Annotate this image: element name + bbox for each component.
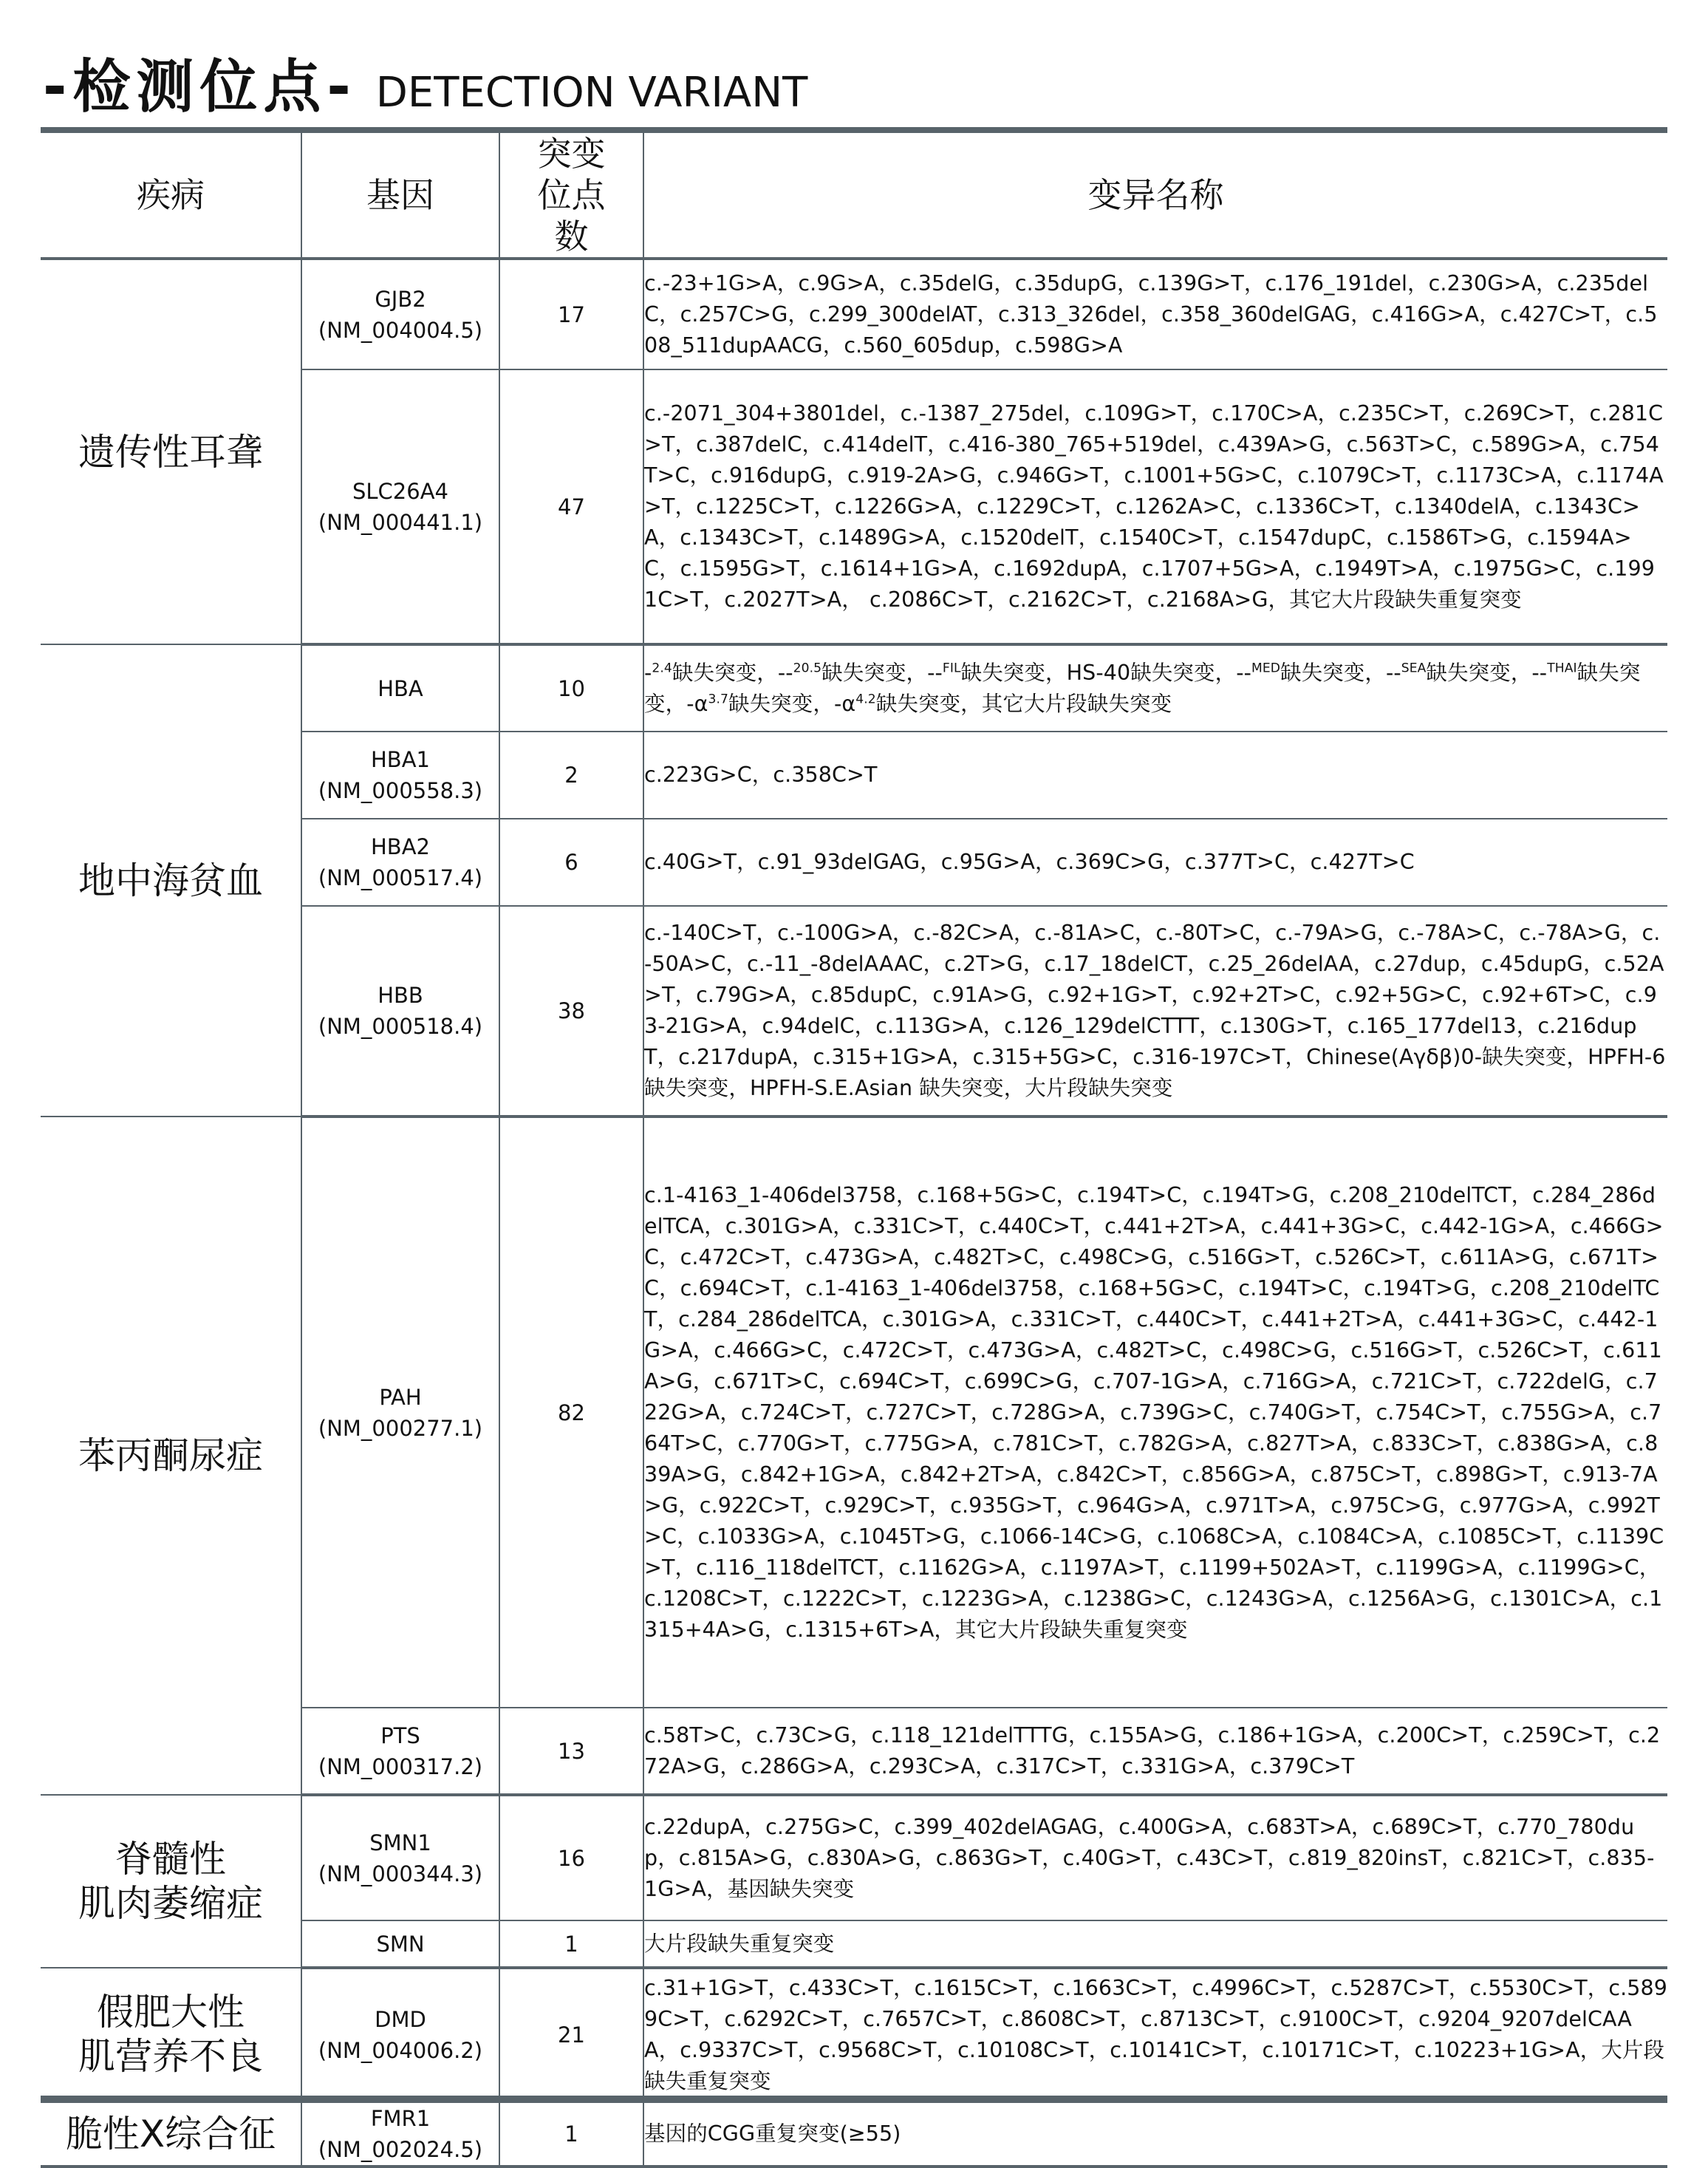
variant-count-cell: 1 bbox=[499, 1920, 643, 1968]
gene-cell bbox=[301, 1708, 499, 1795]
disease-cell bbox=[41, 2101, 301, 2167]
gene-symbol: PAH bbox=[379, 1384, 422, 1410]
page-header bbox=[43, 41, 807, 123]
variant-count-cell: 47 bbox=[499, 369, 643, 644]
variant-names-cell: 大片段缺失重复突变 bbox=[643, 1920, 1667, 1968]
gene-cell bbox=[301, 906, 499, 1117]
gene-symbol: HBA bbox=[378, 675, 423, 701]
gene-cell bbox=[301, 1968, 499, 2101]
disease-cell bbox=[41, 1795, 301, 1968]
title-english: DETECTION VARIANT bbox=[375, 69, 808, 117]
disease-cell bbox=[41, 259, 301, 644]
column-header-variant-count bbox=[499, 133, 643, 259]
variant-count-cell: 10 bbox=[499, 644, 643, 732]
disease-name-line: 肌肉萎缩症 bbox=[78, 1882, 263, 1925]
variant-count-cell: 6 bbox=[499, 819, 643, 906]
variant-names-cell: c.-2071_304+3801del，c.-1387_275del，c.109G>T，c.170C>A，c.235C>T，c.269C>T，c.281C>T，c.387delC，c.414delT，c.416-380_765+519del，c.439A>G，c.563T>C，c.589G>A，c.754T>C，c.916dupG，c.919-2A>G，c.946G>T，c.1001+5G>C，c.1079C>T，c.1173C>A，c.1174A>T，c.1225C>T，c.1226G>A，c.1229C>T，c.1262A>C，c.1336C>T，c.1340delA，c.1343C>A，c.1343C>T，c.1489G>A，c.1520delT，c.1540C>T，c.1547dupC，c.1586T>G，c.1594A>C，c.1595G>T，c.1614+1G>A，c.1692dupA，c.1707+5G>A，c.1949T>A，c.1975G>C，c.1991C>T，c.2027T>A， c.2086C>T，c.2162C>T，c.2168A>G，其它大片段缺失重复突变 bbox=[643, 369, 1667, 644]
variant-superscript: MED bbox=[1251, 661, 1280, 675]
gene-symbol: PTS bbox=[380, 1722, 420, 1748]
variant-count-cell: 17 bbox=[499, 259, 643, 369]
variant-superscript: THAI bbox=[1547, 661, 1577, 675]
variant-names-cell bbox=[643, 644, 1667, 732]
variant-names-cell: c.223G>C，c.358C>T bbox=[643, 732, 1667, 819]
gene-cell bbox=[301, 369, 499, 644]
table-row bbox=[41, 1117, 1667, 1708]
variant-superscript: 2.4 bbox=[652, 661, 672, 675]
variant-names-cell: c.40G>T，c.91_93delGAG，c.95G>A，c.369C>G，c.377T>C，c.427T>C bbox=[643, 819, 1667, 906]
variant-superscript: 20.5 bbox=[793, 661, 822, 675]
variant-superscript: 3.7 bbox=[708, 692, 728, 706]
disease-name-line: 肌营养不良 bbox=[78, 2035, 263, 2078]
table-row bbox=[41, 644, 1667, 732]
gene-cell bbox=[301, 819, 499, 906]
gene-cell bbox=[301, 1795, 499, 1920]
gene-cell bbox=[301, 1117, 499, 1708]
variant-names-cell: c.31+1G>T，c.433C>T，c.1615C>T，c.1663C>T，c.4996C>T，c.5287C>T，c.5530C>T，c.5899C>T，c.6292C>T，c.7657C>T，c.8608C>T，c.8713C>T，c.9100C>T，c.9204_9207delCAAA，c.9337C>T，c.9568C>T，c.10108C>T，c.10141C>T，c.10171C>T，c.10223+1G>A，大片段缺失重复突变 bbox=[643, 1968, 1667, 2101]
variant-count-cell: 38 bbox=[499, 906, 643, 1117]
gene-symbol: SMN bbox=[376, 1931, 425, 1957]
variant-superscript: 4.2 bbox=[855, 692, 876, 706]
gene-transcript: (NM_000344.3) bbox=[318, 1861, 483, 1886]
table-row bbox=[41, 1968, 1667, 2101]
column-header-gene: 基因 bbox=[301, 133, 499, 259]
gene-cell bbox=[301, 1920, 499, 1968]
variant-superscript: FIL bbox=[942, 661, 961, 675]
variant-text-segment: - bbox=[644, 660, 652, 685]
variant-names-cell: 基因的CGG重复突变(≥55) bbox=[643, 2101, 1667, 2167]
variant-count-cell: 21 bbox=[499, 1968, 643, 2101]
variant-count-cell: 16 bbox=[499, 1795, 643, 1920]
disease-name-line: 脊髓性 bbox=[115, 1838, 226, 1881]
gene-cell bbox=[301, 732, 499, 819]
variant-text-segment: 缺失突变，-α bbox=[644, 660, 1641, 716]
gene-transcript: (NM_000558.3) bbox=[318, 778, 483, 803]
variant-text-segment: 缺失突变，-α bbox=[728, 691, 856, 716]
gene-transcript: (NM_002024.5) bbox=[318, 2137, 483, 2162]
variant-count-cell: 2 bbox=[499, 732, 643, 819]
disease-name: 脆性X综合征 bbox=[65, 2113, 276, 2155]
column-header-variant-names: 变异名称 bbox=[643, 133, 1667, 259]
gene-symbol: FMR1 bbox=[370, 2106, 431, 2131]
variant-text-segment: 缺失突变，HS-40缺失突变，-- bbox=[960, 660, 1251, 685]
gene-transcript: (NM_004004.5) bbox=[318, 317, 483, 343]
disease-name: 苯丙酮尿症 bbox=[78, 1434, 263, 1477]
table-row bbox=[41, 259, 1667, 369]
gene-transcript: (NM_000518.4) bbox=[318, 1014, 483, 1039]
variant-count-header-text: 突变位点数 bbox=[537, 134, 606, 256]
gene-transcript: (NM_000277.1) bbox=[318, 1415, 483, 1441]
table-row bbox=[41, 2101, 1667, 2167]
disease-cell bbox=[41, 1117, 301, 1795]
detection-variant-table bbox=[41, 133, 1667, 2168]
variant-names-cell: c.-140C>T，c.-100G>A，c.-82C>A，c.-81A>C，c.-80T>C，c.-79A>G，c.-78A>C，c.-78A>G，c.-50A>C，c.-11_-8delAAAC，c.2T>G，c.17_18delCT，c.25_26delAA，c.27dup，c.45dupG，c.52A>T，c.79G>A，c.85dupC，c.91A>G，c.92+1G>T，c.92+2T>C，c.92+5G>C，c.92+6T>C，c.93-21G>A，c.94delC，c.113G>A，c.126_129delCTTT，c.130G>T，c.165_177del13，c.216dupT，c.217dupA，c.315+1G>A，c.315+5G>C，c.316-197C>T，Chinese(Aγδβ)0-缺失突变，HPFH-6缺失突变，HPFH-S.E.Asian 缺失突变，大片段缺失突变 bbox=[643, 906, 1667, 1117]
variant-names-cell: c.1-4163_1-406del3758，c.168+5G>C，c.194T>C，c.194T>G，c.208_210delTCT，c.284_286delTCA，c.301G>A，c.331C>T，c.440C>T，c.441+2T>A，c.441+3G>C，c.442-1G>A，c.466G>C，c.472C>T，c.473G>A，c.482T>C，c.498C>G，c.516G>T，c.526C>T，c.611A>G，c.671T>C，c.694C>T，c.1-4163_1-406del3758，c.168+5G>C，c.194T>C，c.194T>G，c.208_210delTCT，c.284_286delTCA，c.301G>A，c.331C>T，c.440C>T，c.441+2T>A，c.441+3G>C，c.442-1G>A，c.466G>C，c.472C>T，c.473G>A，c.482T>C，c.498C>G，c.516G>T，c.526C>T，c.611A>G，c.671T>C，c.694C>T，c.699C>G，c.707-1G>A，c.716G>A，c.721C>T，c.722delG，c.722G>A，c.724C>T，c.727C>T，c.728G>A，c.739G>C，c.740G>T，c.754C>T，c.755G>A，c.764T>C，c.770G>T，c.775G>A，c.781C>T，c.782G>A，c.827T>A，c.833C>T，c.838G>A，c.839A>G，c.842+1G>A，c.842+2T>A，c.842C>T，c.856G>A，c.875C>T，c.898G>T，c.913-7A>G，c.922C>T，c.929C>T，c.935G>T，c.964G>A，c.971T>A，c.975C>G，c.977G>A，c.992T>C，c.1033G>A，c.1045T>G，c.1066-14C>G，c.1068C>A，c.1084C>A，c.1085C>T，c.1139C>T，c.116_118delTCT，c.1162G>A，c.1197A>T，c.1199+502A>T，c.1199G>A，c.1199G>C，c.1208C>T，c.1222C>T，c.1223G>A，c.1238G>C，c.1243G>A，c.1256A>G，c.1301C>A，c.1315+4A>G，c.1315+6T>A，其它大片段缺失重复突变 bbox=[643, 1117, 1667, 1708]
table-row bbox=[41, 1795, 1667, 1920]
disease-name: 地中海贫血 bbox=[78, 859, 263, 902]
gene-transcript: (NM_000441.1) bbox=[318, 509, 483, 535]
variant-text-segment: 缺失突变，-- bbox=[672, 660, 793, 685]
gene-symbol: HBA2 bbox=[371, 834, 430, 859]
variant-text-segment: 缺失突变，-- bbox=[821, 660, 943, 685]
variant-count-cell: 13 bbox=[499, 1708, 643, 1795]
variant-names-cell: c.22dupA，c.275G>C，c.399_402delAGAG，c.400G>A，c.683T>A，c.689C>T，c.770_780dup，c.815A>G，c.830A>G，c.863G>T，c.40G>T，c.43C>T，c.819_820insT，c.821C>T，c.835-1G>A，基因缺失突变 bbox=[643, 1795, 1667, 1920]
gene-symbol: SMN1 bbox=[369, 1830, 431, 1855]
variant-count-cell: 1 bbox=[499, 2101, 643, 2167]
column-header-disease: 疾病 bbox=[41, 133, 301, 259]
disease-cell bbox=[41, 1968, 301, 2101]
gene-symbol: HBB bbox=[378, 983, 423, 1008]
gene-symbol: HBA1 bbox=[371, 747, 430, 772]
variant-count-cell: 82 bbox=[499, 1117, 643, 1708]
footer-rule bbox=[41, 2096, 1667, 2101]
gene-transcript: (NM_000317.2) bbox=[318, 1753, 483, 1779]
disease-name-line: 假肥大性 bbox=[97, 1991, 245, 2034]
gene-cell bbox=[301, 644, 499, 732]
variant-text-segment: 缺失突变，其它大片段缺失突变 bbox=[875, 691, 1172, 716]
table-header-row bbox=[41, 133, 1667, 259]
variant-text-segment: 缺失突变，-- bbox=[1426, 660, 1548, 685]
gene-symbol: DMD bbox=[375, 2006, 426, 2032]
gene-transcript: (NM_004006.2) bbox=[318, 2037, 483, 2063]
gene-transcript: (NM_000517.4) bbox=[318, 865, 483, 890]
gene-symbol: GJB2 bbox=[375, 286, 426, 312]
disease-name: 遗传性耳聋 bbox=[78, 430, 263, 474]
header-rule bbox=[41, 127, 1667, 133]
disease-cell bbox=[41, 644, 301, 1117]
variant-names-cell: c.-23+1G>A，c.9G>A，c.35delG，c.35dupG，c.139G>T，c.176_191del，c.230G>A，c.235delC，c.257C>G，c.299_300delAT，c.313_326del，c.358_360delGAG，c.416G>A，c.427C>T，c.508_511dupAACG，c.560_605dup，c.598G>A bbox=[643, 259, 1667, 369]
gene-cell bbox=[301, 2101, 499, 2167]
variant-names-cell: c.58T>C，c.73C>G，c.118_121delTTTG，c.155A>G，c.186+1G>A，c.200C>T，c.259C>T，c.272A>G，c.286G>A，c.293C>A，c.317C>T，c.331G>A，c.379C>T bbox=[643, 1708, 1667, 1795]
title-chinese: -检测位点- bbox=[43, 54, 357, 120]
gene-cell bbox=[301, 259, 499, 369]
gene-symbol: SLC26A4 bbox=[352, 478, 448, 504]
variant-text-segment: 缺失突变，-- bbox=[1280, 660, 1401, 685]
variant-superscript: SEA bbox=[1401, 661, 1427, 675]
